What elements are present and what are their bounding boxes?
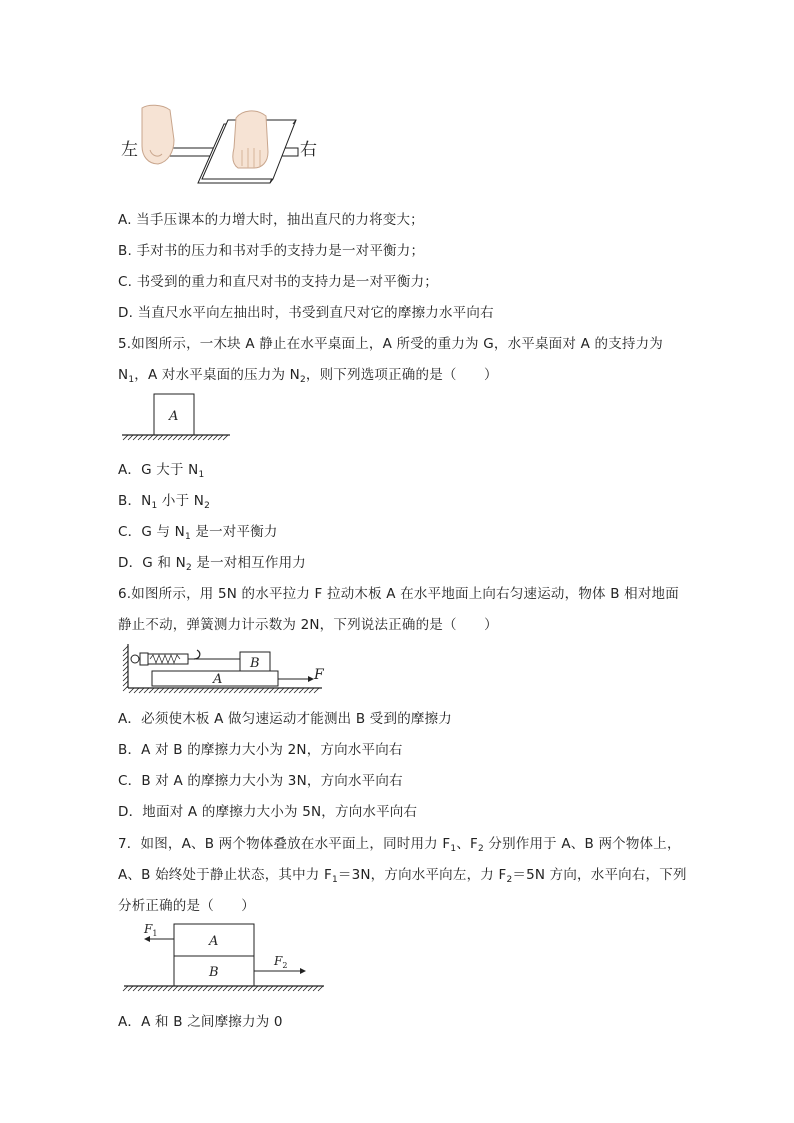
q5-option-c: C．G 与 $N_1$ 是一对平衡力 [118, 524, 278, 542]
q5-option-b: B．$N_1$ 小于 $N_2$ [118, 493, 211, 511]
table-surface [122, 435, 230, 440]
q5-option-d: D．G 和 $N_2$ 是一对相互作用力 [118, 555, 306, 573]
q4-option-d: D. 当直尺水平向左抽出时，书受到直尺对它的摩擦力水平向右 [118, 305, 494, 321]
force-f-arrow [278, 676, 314, 682]
board-a-label: A [213, 672, 223, 687]
q6-option-a: A．必须使木板 A 做匀速运动才能测出 B 受到的摩擦力 [118, 711, 452, 727]
q6-stem-line1: 6.如图所示，用 5N 的水平拉力 F 拉动木板 A 在水平地面上向右匀速运动，物体 B 相对地面 [118, 586, 679, 602]
q7-stem-line2: A、B 始终处于静止状态，其中力 $F_1=3N$，方向水平向左，力 $F_2=5N$ 方向，水平向右，下列 [118, 867, 687, 885]
q5-option-a: A．G 大于 $N_1$ [118, 462, 205, 480]
force-f1-arrow [144, 936, 174, 942]
q4-option-b: B. 手对书的压力和书对手的支持力是一对平衡力； [118, 243, 425, 259]
figure-left-label: 左 [121, 140, 138, 160]
figure-spring-scale-board [122, 640, 332, 696]
ground-surface [128, 688, 322, 693]
figure-right-label: 右 [300, 140, 317, 160]
q6-option-c: C．B 对 A 的摩擦力大小为 3N，方向水平向右 [118, 773, 403, 789]
q4-option-c: C. 书受到的重力和直尺对书的支持力是一对平衡力； [118, 274, 439, 290]
force-f1-label: $F_1$ [144, 922, 158, 938]
q7-stem-line1: 7．如图，A、B 两个物体叠放在水平面上，同时用力 $F_1$、$F_2$ 分别作用于 A、B 两个物体上， [118, 836, 681, 854]
right-hand [233, 111, 268, 168]
block-b-label: B [209, 965, 219, 980]
q7-stem-line3: 分析正确的是（ ） [118, 898, 255, 914]
q5-stem-line1: 5.如图所示，一木块 A 静止在水平桌面上，A 所受的重力为 G，水平桌面对 A 的支持力为 [118, 336, 663, 352]
figure-hand-book-ruler [118, 100, 328, 192]
figure-block-on-table [120, 390, 232, 442]
block-a-label: A [209, 934, 219, 949]
figure-stacked-blocks [120, 920, 330, 996]
ground-surface [123, 986, 324, 991]
spring-scale [131, 650, 240, 665]
force-f-label: F [314, 667, 324, 683]
block-b-label: B [250, 656, 260, 671]
q6-stem-line2: 静止不动，弹簧测力计示数为 2N，下列说法正确的是（ ） [118, 617, 498, 633]
q7-option-a: A．A 和 B 之间摩擦力为 0 [118, 1014, 283, 1030]
q4-option-a: A. 当手压课本的力增大时，抽出直尺的力将变大； [118, 212, 424, 228]
q5-stem-line2: $N_1$，A 对水平桌面的压力为 $N_2$，则下列选项正确的是（ ） [118, 367, 498, 385]
force-f2-label: $F_2$ [274, 954, 288, 970]
q6-option-b: B．A 对 B 的摩擦力大小为 2N，方向水平向右 [118, 742, 403, 758]
wall [123, 644, 128, 691]
q6-option-d: D．地面对 A 的摩擦力大小为 5N，方向水平向右 [118, 804, 418, 820]
force-f2-arrow [254, 968, 306, 974]
block-a-label: A [169, 409, 179, 424]
left-hand [142, 105, 174, 164]
